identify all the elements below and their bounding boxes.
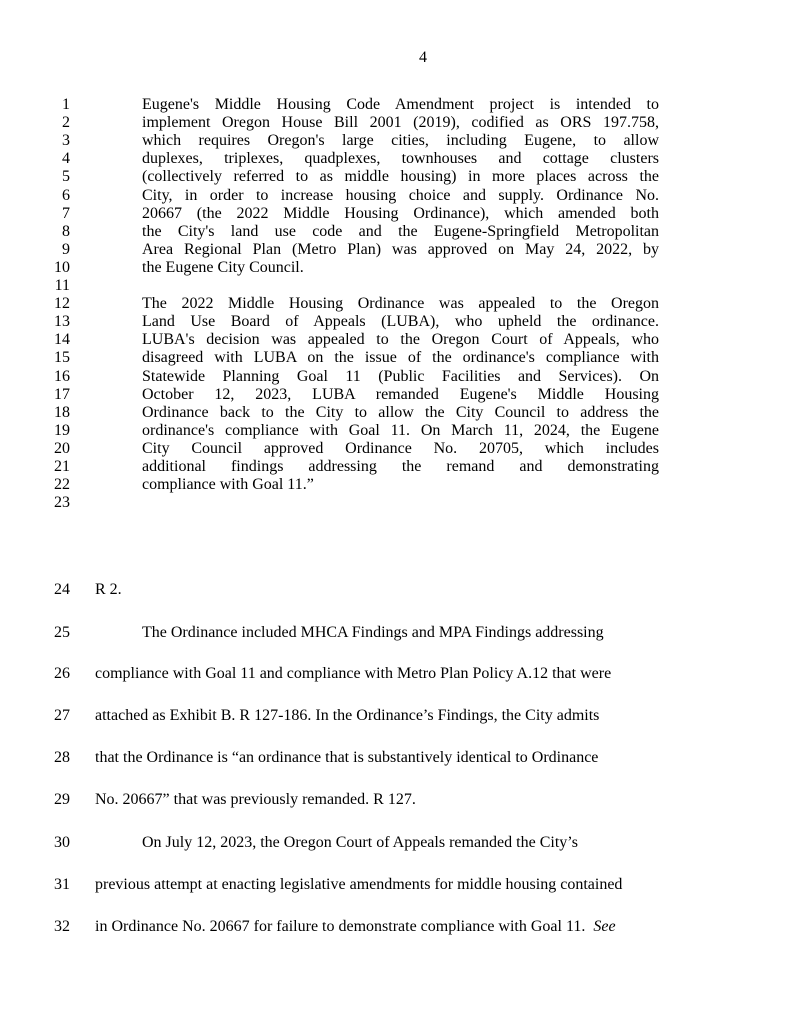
line-number: 31 (54, 876, 70, 893)
line-number: 12 (54, 295, 70, 312)
line-number: 7 (62, 205, 70, 222)
line-number: 18 (54, 404, 70, 421)
quote-line: the Eugene City Council. (142, 259, 304, 276)
quote-line: The 2022 Middle Housing Ordinance was appealed to the Oregon (142, 295, 659, 312)
line-number: 25 (54, 624, 70, 641)
line-number: 20 (54, 440, 70, 457)
line-number: 16 (54, 368, 70, 385)
line-number: 5 (62, 168, 70, 185)
line-number: 4 (62, 150, 70, 167)
quote-line: disagreed with LUBA on the issue of the ordinance's compliance with (142, 349, 659, 366)
italic-signal: See (593, 918, 616, 935)
line-number: 32 (54, 918, 70, 935)
line-number: 17 (54, 386, 70, 403)
quote-line: October 12, 2023, LUBA remanded Eugene's Middle Housing (142, 386, 659, 403)
line-number: 26 (54, 665, 70, 682)
quote-line: additional findings addressing the remand and demonstrating (142, 458, 659, 475)
line-number: 11 (54, 277, 70, 294)
line-number: 21 (54, 458, 70, 475)
line-number: 10 (54, 259, 70, 276)
body-line (95, 918, 616, 936)
line-number: 3 (62, 132, 70, 149)
line-number: 29 (54, 791, 70, 808)
quote-line: City, in order to increase housing choice and supply. Ordinance No. (142, 187, 659, 204)
page-number: 4 (419, 49, 427, 66)
line-number: 30 (54, 834, 70, 851)
body-line: previous attempt at enacting legislative amendments for middle housing contained (95, 876, 623, 893)
line-number: 2 (62, 114, 70, 131)
quote-line: LUBA's decision was appealed to the Oregon Court of Appeals, who (142, 331, 659, 348)
quote-line: ordinance's compliance with Goal 11. On March 11, 2024, the Eugene (142, 422, 659, 439)
body-line: No. 20667” that was previously remanded. R 127. (95, 791, 416, 808)
line-number: 15 (54, 349, 70, 366)
quote-line: 20667 (the 2022 Middle Housing Ordinance), which amended both (142, 205, 659, 222)
quote-line: Statewide Planning Goal 11 (Public Facilities and Services). On (142, 368, 659, 385)
citation: R 2. (95, 581, 122, 598)
body-line: The Ordinance included MHCA Findings and MPA Findings addressing (142, 624, 604, 641)
body-line: attached as Exhibit B. R 127-186. In the Ordinance’s Findings, the City admits (95, 707, 600, 724)
line-number: 24 (54, 581, 70, 598)
body-line-text: in Ordinance No. 20667 for failure to demonstrate compliance with Goal 11. (95, 918, 586, 935)
quote-line: compliance with Goal 11.” (142, 476, 314, 493)
line-number: 28 (54, 749, 70, 766)
quote-line: implement Oregon House Bill 2001 (2019), codified as ORS 197.758, (142, 114, 659, 131)
quote-line: City Council approved Ordinance No. 20705, which includes (142, 440, 659, 457)
line-number: 22 (54, 476, 70, 493)
body-line: compliance with Goal 11 and compliance with Metro Plan Policy A.12 that were (95, 665, 612, 682)
line-number: 9 (62, 241, 70, 258)
quote-line: Area Regional Plan (Metro Plan) was approved on May 24, 2022, by (142, 241, 659, 258)
line-number: 27 (54, 707, 70, 724)
line-number: 23 (54, 494, 70, 511)
quote-line: Ordinance back to the City to allow the City Council to address the (142, 404, 659, 421)
quote-line: Eugene's Middle Housing Code Amendment project is intended to (142, 96, 659, 113)
line-number: 14 (54, 331, 70, 348)
body-line: that the Ordinance is “an ordinance that is substantively identical to Ordinance (95, 749, 599, 766)
line-number: 8 (62, 223, 70, 240)
quote-line: the City's land use code and the Eugene-Springfield Metropolitan (142, 223, 659, 240)
quote-line: which requires Oregon's large cities, including Eugene, to allow (142, 132, 659, 149)
quote-line: (collectively referred to as middle housing) in more places across the (142, 168, 659, 185)
quote-line: Land Use Board of Appeals (LUBA), who upheld the ordinance. (142, 313, 659, 330)
quote-line: duplexes, triplexes, quadplexes, townhouses and cottage clusters (142, 150, 659, 167)
line-number: 6 (62, 187, 70, 204)
line-number: 13 (54, 313, 70, 330)
line-number: 1 (62, 96, 70, 113)
body-line: On July 12, 2023, the Oregon Court of Appeals remanded the City’s (142, 834, 578, 851)
line-number: 19 (54, 422, 70, 439)
